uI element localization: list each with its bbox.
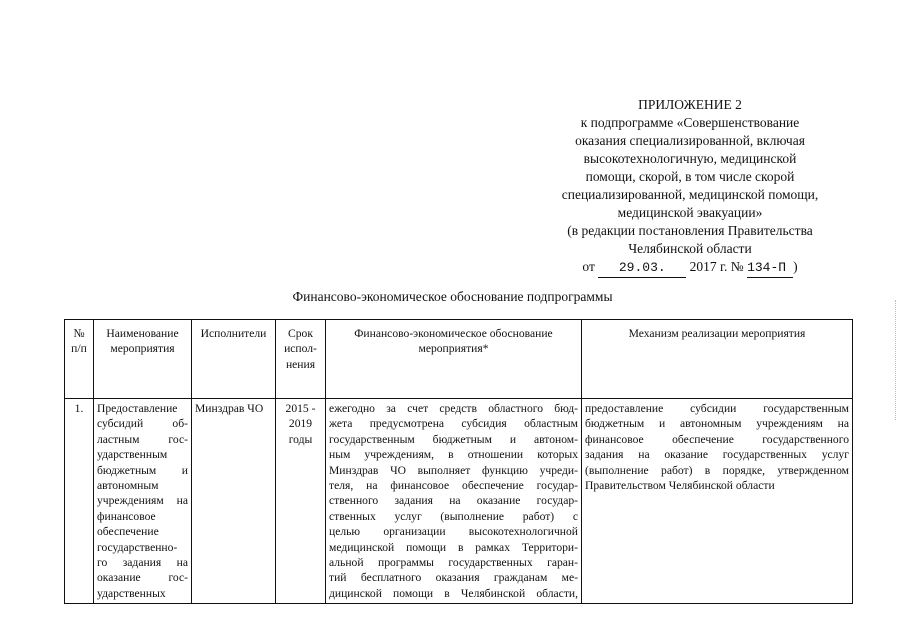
appendix-line: специализированной, медицинской помощи, — [561, 187, 819, 202]
justification-line: Минздрав ЧО выполняет функцию учреди- — [329, 463, 578, 477]
justification-line: государственным бюджетным и автоном- — [329, 432, 578, 446]
name-line: бюджетным и — [97, 463, 188, 477]
justification-line: дицинской помощи в Челябинской области, — [329, 586, 578, 600]
appendix-line: оказания специализированной, включая — [575, 133, 805, 148]
header-mechanism: Механизм реализации мероприятия — [582, 320, 853, 399]
justification-line: ственных услуг (выполнение работ) с — [329, 509, 578, 523]
header-justification: Финансово-экономическое обоснование мероприятия* — [326, 320, 582, 399]
year-text: 2017 г. № — [689, 259, 744, 274]
date-value: 29.03. — [598, 259, 686, 278]
justification-line: ежегодно за счет средств областного бюд- — [329, 402, 578, 415]
justification-line: тий бесплатного оказания гражданам ме- — [329, 571, 578, 585]
mechanism-line: задания на оказание государственных услуг — [585, 448, 849, 462]
name-line: ударственных — [97, 586, 166, 600]
row-executor: Минздрав ЧО — [192, 399, 276, 604]
header-period: Срок испол- нения — [276, 320, 326, 399]
scan-edge-mark — [895, 300, 897, 420]
appendix-line: (в редакции постановления Правительства — [567, 223, 813, 238]
mechanism-line: (выполнение работ) в порядке, утвержденном — [585, 463, 849, 477]
justification-line: медицинской помощи в рамках Территори- — [329, 540, 578, 554]
row-num: 1. — [65, 399, 94, 604]
appendix-line: помощи, скорой, в том числе скорой — [585, 169, 795, 184]
appendix-line: высокотехнологичную, медицинской — [583, 151, 797, 166]
date-prefix: от — [582, 259, 595, 274]
mechanism-line: бюджетным и автономным учреждениям на — [585, 417, 849, 431]
appendix-title: ПРИЛОЖЕНИЕ 2 — [638, 97, 742, 112]
decree-number: 134-П — [747, 259, 793, 278]
justification-line: ственного задания на оказание государ- — [329, 494, 578, 508]
document-title: Финансово-экономическое обоснование подпрограммы — [292, 289, 613, 304]
appendix-line: медицинской эвакуации» — [617, 205, 763, 220]
table-row — [65, 399, 853, 604]
row-period: 2015 - 2019 годы — [276, 399, 326, 604]
name-line: субсидий об- — [97, 417, 188, 431]
name-line: ластным гос- — [97, 432, 188, 446]
justification-table — [64, 319, 853, 604]
appendix-date-line — [535, 258, 845, 278]
name-line: го задания на — [97, 556, 188, 570]
appendix-line: к подпрограмме «Совершенствование — [580, 115, 800, 130]
name-line: финансовое — [97, 509, 156, 523]
name-line: ударственным — [97, 448, 168, 462]
justification-line: теля, на финансовое обеспечение государ- — [329, 479, 578, 493]
mechanism-line: Правительством Челябинской области — [585, 479, 775, 493]
mechanism-line: предоставление субсидии государственным — [585, 402, 849, 415]
justification-line: ным учреждениям, в отношении которых — [329, 448, 578, 462]
name-line: оказание гос- — [97, 571, 188, 585]
name-line: учреждениям на — [97, 494, 188, 508]
header-executors: Исполнители — [192, 320, 276, 399]
name-line: автономным — [97, 479, 159, 493]
closing-paren: ) — [793, 259, 798, 274]
header-name: Наименование мероприятия — [94, 320, 192, 399]
row-justification — [326, 399, 582, 604]
name-line: обеспечение — [97, 525, 159, 539]
name-line: Предоставление — [97, 402, 178, 415]
name-line: государственно- — [97, 540, 178, 554]
row-name — [94, 399, 192, 604]
row-mechanism — [582, 399, 853, 604]
justification-line: целью организации высокотехнологичной — [329, 525, 578, 539]
appendix-block — [535, 96, 845, 278]
justification-line: альной программы государственных гаран- — [329, 556, 578, 570]
mechanism-line: финансовое обеспечение государственного — [585, 432, 849, 446]
justification-line: жета предусмотрена субсидия областным — [329, 417, 578, 431]
appendix-line: Челябинской области — [628, 241, 752, 256]
header-num: № п/п — [65, 320, 94, 399]
table-header-row — [65, 320, 853, 399]
